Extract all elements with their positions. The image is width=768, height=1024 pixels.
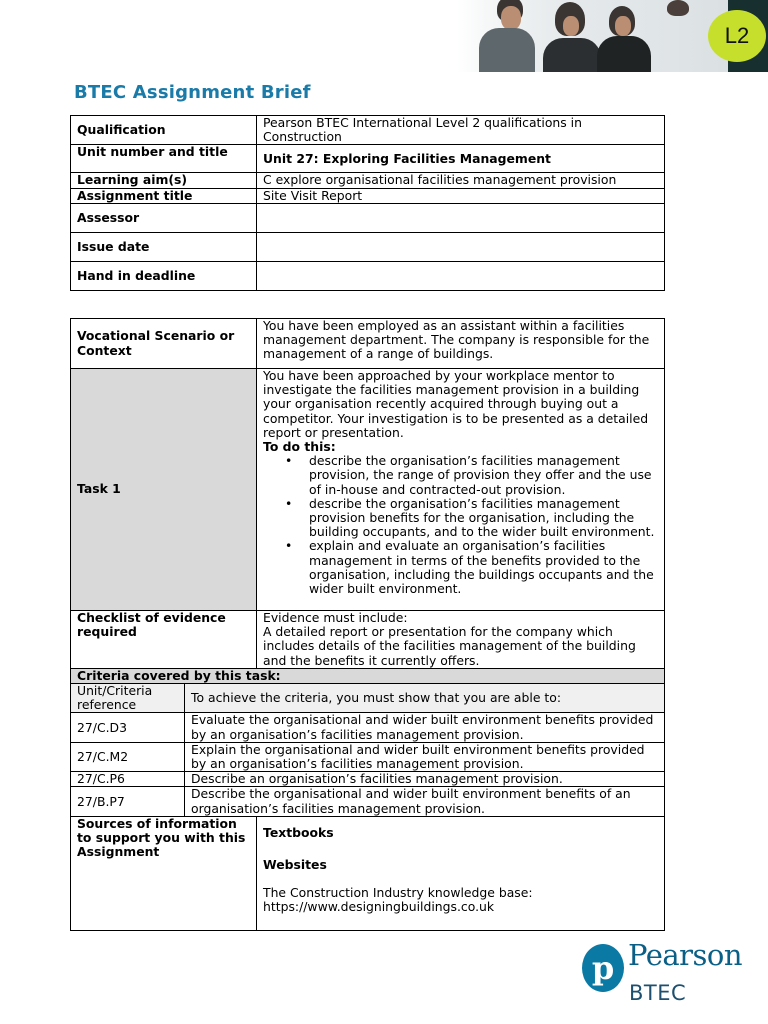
task-bullet: • describe the organisation’s facilities management provision benefits for the organisation, including the building occupants, and to the wider built environment. [263,497,658,540]
deadline-label: Hand in deadline [71,261,257,290]
assignment-title-value: Site Visit Report [257,188,665,203]
todo-label: To do this: [263,439,336,455]
task-bullet-list [263,454,658,596]
task-label: Task 1 [71,369,257,611]
brief-table [70,318,665,931]
qualification-value: Pearson BTEC International Level 2 qualifications in Construction [257,116,665,145]
qualification-label: Qualification [71,116,257,145]
sources-content [257,816,665,930]
checklist-content [257,611,665,669]
task-intro: You have been approached by your workplace mentor to investigate the facilities management provision in a building your organisation recently acquired through buying out a competitor. Your investigation is to be presented as a detailed report or presentation. [263,368,649,440]
criteria-col-ref-header: Unit/Criteria reference [71,684,185,713]
level-badge: L2 [708,10,766,62]
criteria-col-text-header: To achieve the criteria, you must show that you are able to: [185,684,665,713]
sources-websites: Websites [263,857,327,873]
issue-date-label: Issue date [71,232,257,261]
pearson-btec-logo [582,938,743,1014]
criteria-text: Explain the organisational and wider built environment benefits provided by an organisation’s facilities management provision. [185,742,665,771]
scenario-label: Vocational Scenario or Context [71,319,257,369]
learning-aims-label: Learning aim(s) [71,173,257,188]
btec-wordmark: BTEC [629,981,687,1005]
deadline-value [257,261,665,290]
task-bullet: • explain and evaluate an organisation’s facilities management in terms of the benefits provided to the organisation, including the buildings occupants and the wider built environment. [263,539,658,596]
unit-label: Unit number and title [71,145,257,173]
criteria-ref: 27/C.M2 [71,742,185,771]
criteria-text: Evaluate the organisational and wider built environment benefits provided by an organisation’s facilities management provision. [185,713,665,742]
task-content [257,369,665,611]
criteria-row [71,742,665,771]
checklist-line-1: Evidence must include: [263,610,408,625]
pearson-p-icon: p [582,944,624,992]
criteria-row [71,772,665,787]
checklist-line-2: A detailed report or presentation for the company which includes details of the facilities management of the building and the benefits it currently offers. [263,624,636,668]
header-banner-image [457,0,768,72]
sources-kb: The Construction Industry knowledge base: [263,885,533,901]
pearson-wordmark: Pearson [628,938,743,972]
page-title: BTEC Assignment Brief [74,82,311,103]
sources-label: Sources of information to support you with this Assignment [71,816,257,930]
assessor-value [257,203,665,232]
criteria-row [71,713,665,742]
sources-url-link[interactable]: https://www.designingbuildings.co.uk [263,899,495,915]
scenario-text: You have been employed as an assistant within a facilities management department. The company is responsible for the management of a range of buildings. [257,319,665,369]
criteria-ref: 27/C.P6 [71,772,185,787]
details-table [70,115,665,291]
criteria-row [71,787,665,816]
task-bullet: • describe the organisation’s facilities management provision, the range of provision they offer and the use of in-house and contracted-out provision. [263,454,658,497]
assignment-title-label: Assignment title [71,188,257,203]
checklist-label: Checklist of evidence required [71,611,257,669]
criteria-text: Describe an organisation’s facilities management provision. [185,772,665,787]
sources-textbooks: Textbooks [263,824,334,840]
criteria-heading: Criteria covered by this task: [71,668,665,683]
assessor-label: Assessor [71,203,257,232]
issue-date-value [257,232,665,261]
criteria-ref: 27/C.D3 [71,713,185,742]
learning-aims-value: C explore organisational facilities management provision [257,173,665,188]
criteria-ref: 27/B.P7 [71,787,185,816]
unit-value: Unit 27: Exploring Facilities Management [257,145,665,173]
criteria-text: Describe the organisational and wider built environment benefits of an organisation’s facilities management provision. [185,787,665,816]
